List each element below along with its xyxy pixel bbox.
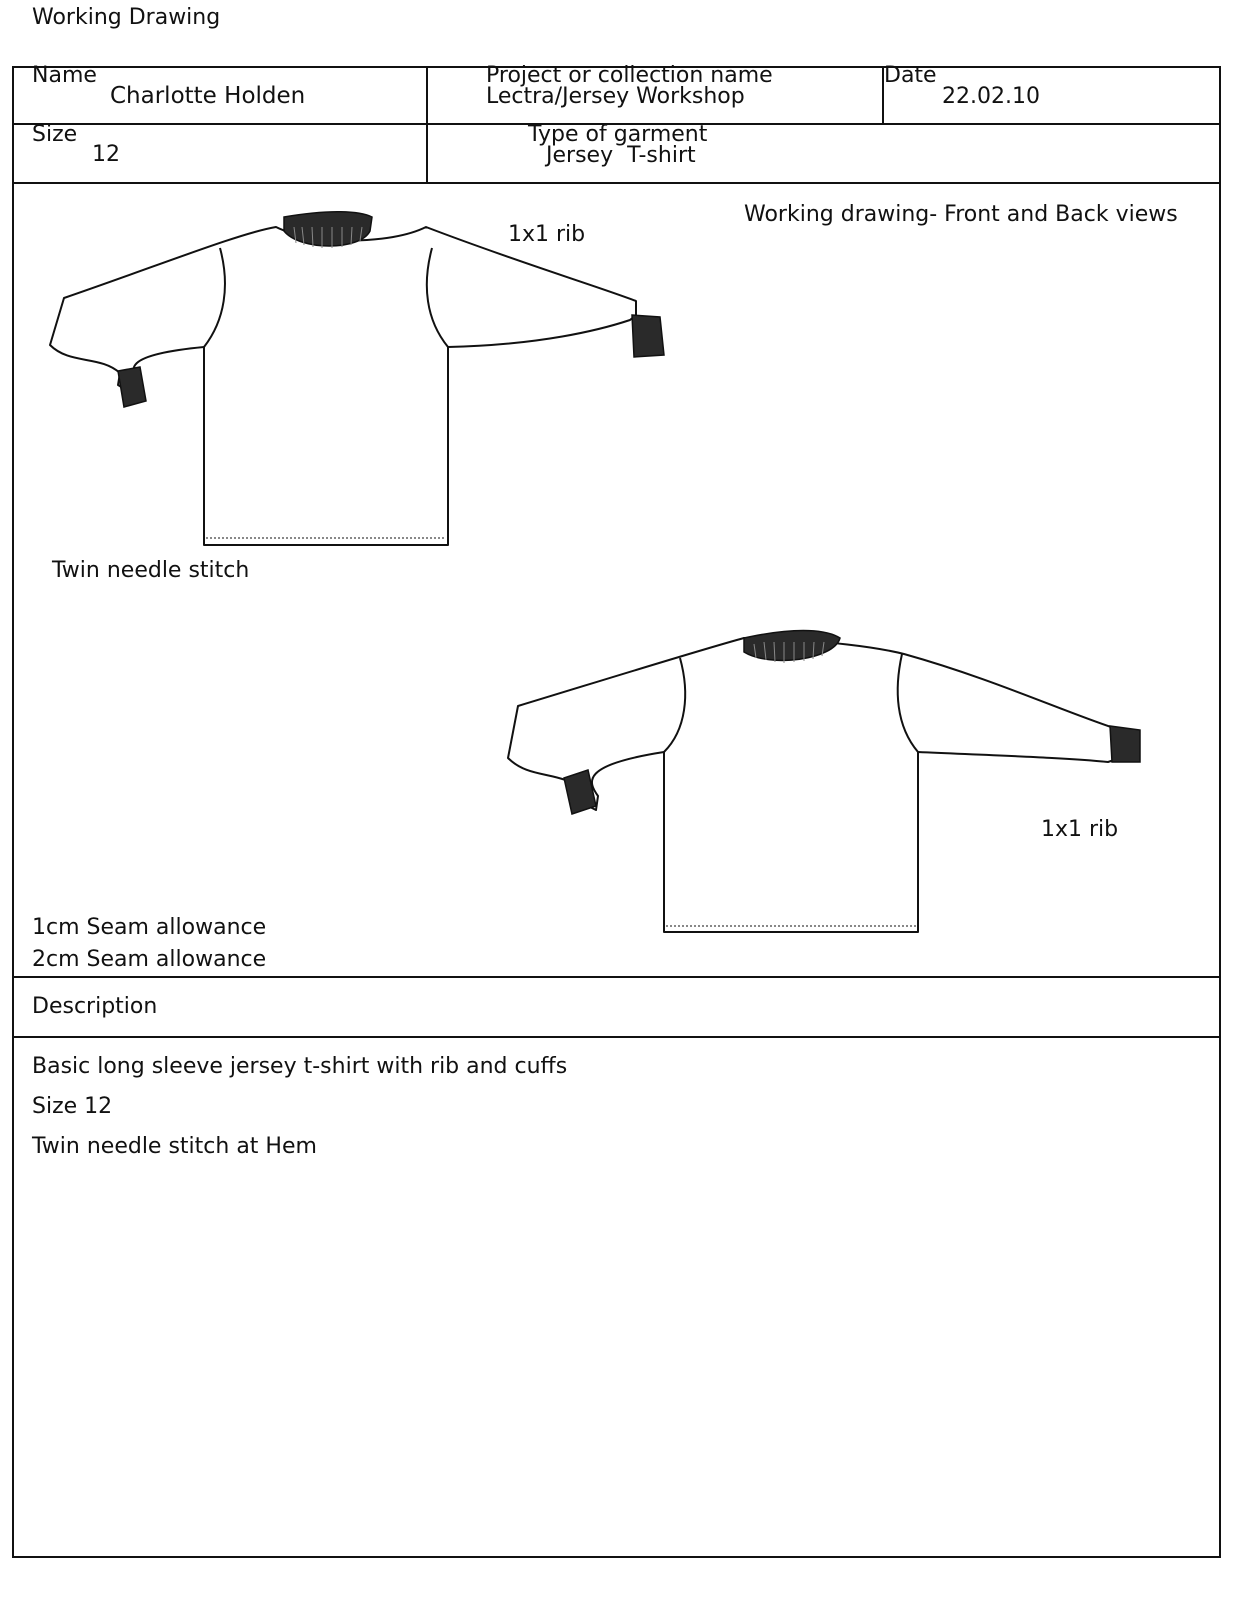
divider-drawing-bottom: [12, 976, 1221, 978]
name-value: Charlotte Holden: [110, 83, 306, 109]
description-line-3: Twin needle stitch at Hem: [32, 1134, 317, 1159]
garment-value: Jersey T-shirt: [546, 143, 696, 168]
divider-header-bottom: [12, 182, 1221, 184]
drawing-title: Working drawing- Front and Back views: [744, 202, 1178, 227]
back-rib-label: 1x1 rib: [1041, 817, 1119, 842]
hem-stitch-label: Twin needle stitch: [52, 558, 250, 583]
description-line-1: Basic long sleeve jersey t-shirt with rib and cuffs: [32, 1054, 568, 1079]
project-label: Project or collection name: [486, 63, 773, 88]
seam-allowance-1: 1cm Seam allowance: [32, 915, 267, 940]
garment-label: Type of garment: [528, 122, 708, 147]
date-value: 22.02.10: [942, 84, 1040, 109]
divider-col-1: [426, 66, 428, 184]
project-value: Lectra/Jersey Workshop: [486, 84, 745, 109]
front-rib-label: 1x1 rib: [508, 222, 586, 247]
front-view-tshirt-drawing: [40, 205, 680, 555]
description-line-2: Size 12: [32, 1094, 113, 1119]
name-label: Name: [32, 63, 97, 88]
size-value: 12: [92, 142, 120, 167]
page-title: Working Drawing: [32, 5, 221, 30]
seam-allowance-2: 2cm Seam allowance: [32, 947, 267, 972]
divider-description-label: [12, 1036, 1221, 1038]
date-label: Date: [884, 63, 937, 88]
description-label: Description: [32, 994, 158, 1019]
back-view-tshirt-drawing: [500, 630, 1150, 940]
size-label: Size: [32, 122, 78, 147]
